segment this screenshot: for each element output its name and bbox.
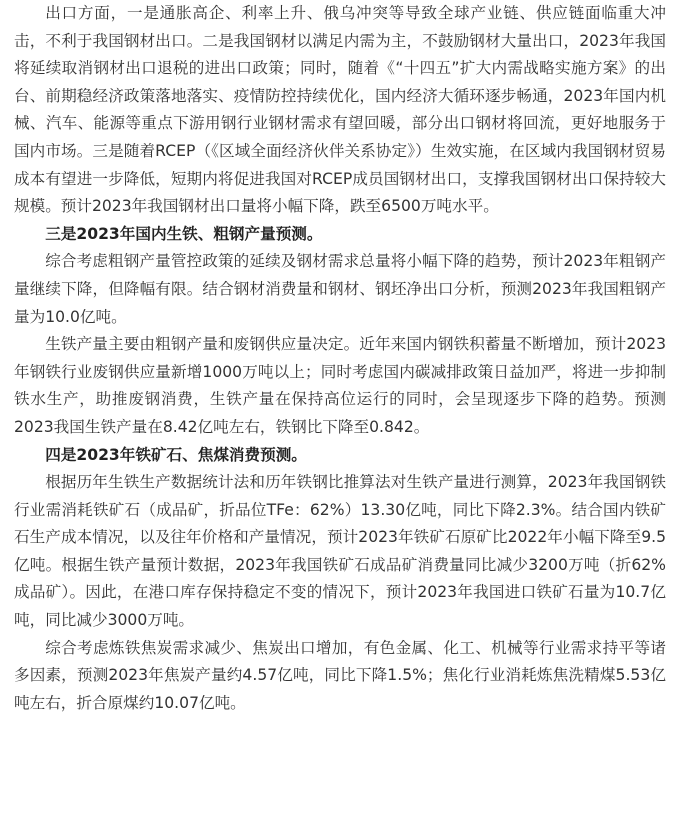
paragraph-pig-iron-forecast: 生铁产量主要由粗钢产量和废钢供应量决定。近年来国内钢铁积蓄量不断增加，预计2023年钢铁行业废钢供应量新增1000万吨以上；同时考虑国内碳减排政策日益加严，将进一步抑制铁水生产，助推废钢消费，生铁产量在保持高位运行的同时，会呈现逐步下降的趋势。预测2023我国生铁产量在8.42亿吨左右，铁钢比下降至0.842。 xyxy=(14,335,666,436)
section-heading-iron-steel-output: 三是2023年国内生铁、粗钢产量预测。 xyxy=(45,224,323,243)
paragraph-iron-ore-forecast: 根据历年生铁生产数据统计法和历年铁钢比推算法对生铁产量进行测算，2023年我国钢铁行业需消耗铁矿石（成品矿，折品位TFe：62%）13.30亿吨，同比下降2.3%。结合国内铁矿石生产成本情况，以及往年价格和产量情况，预计2023年铁矿石原矿比2022年小幅下降至9.5亿吨。根据生铁产量预计数据，2023年我国铁矿石成品矿消费量同比减少3200万吨（折62%成品矿）。因此，在港口库存保持稳定不变的情况下，预计2023年我国进口铁矿石量为10.7亿吨，同比减少3000万吨。 xyxy=(14,473,666,630)
paragraph-coke-forecast: 综合考虑炼铁焦炭需求减少、焦炭出口增加，有色金属、化工、机械等行业需求持平等诸多因素，预测2023年焦炭产量约4.57亿吨，同比下降1.5%；焦化行业消耗炼焦洗精煤5.53亿吨左右，折合原煤约10.07亿吨。 xyxy=(14,638,666,712)
section-heading-ore-coal-consumption: 四是2023年铁矿石、焦煤消费预测。 xyxy=(45,445,307,464)
article-body xyxy=(14,0,666,717)
paragraph-export-outlook: 出口方面，一是通胀高企、利率上升、俄乌冲突等导致全球产业链、供应链面临重大冲击，不利于我国钢材出口。二是我国钢材以满足内需为主，不鼓励钢材大量出口，2023年我国将延续取消钢材出口退税的进出口政策；同时，随着《“十四五”扩大内需战略实施方案》的出台、前期稳经济政策落地落实、疫情防控持续优化，国内经济大循环逐步畅通，2023年国内机械、汽车、能源等重点下游用钢行业钢材需求有望回暖，部分出口钢材将回流，更好地服务于国内市场。三是随着RCEP（《区域全面经济伙伴关系协定》）生效实施，在区域内我国钢材贸易成本有望进一步降低，短期内将促进我国对RCEP成员国钢材出口，支撑我国钢材出口保持较大规模。预计2023年我国钢材出口量将小幅下降，跌至6500万吨水平。 xyxy=(14,4,666,216)
paragraph-crude-steel-forecast: 综合考虑粗钢产量管控政策的延续及钢材需求总量将小幅下降的趋势，预计2023年粗钢产量继续下降，但降幅有限。结合钢材消费量和钢材、钢坯净出口分析，预测2023年我国粗钢产量为10.0亿吨。 xyxy=(14,252,666,326)
